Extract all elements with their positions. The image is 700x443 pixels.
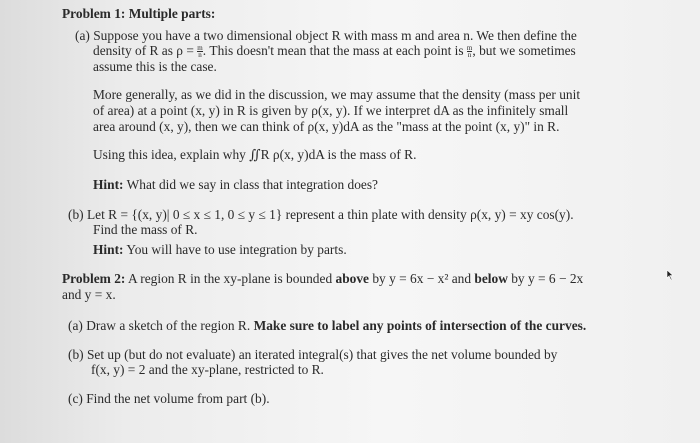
p2a-line	[68, 318, 586, 334]
p2b-line-2: f(x, y) = 2 and the xy-plane, restricted to R.	[91, 362, 324, 377]
p2a-text: Draw a sketch of the region R.	[82, 318, 254, 333]
problem-2-line-2: and y = x.	[62, 287, 116, 302]
p2-below: below	[474, 271, 508, 286]
p1a-label: (a)	[75, 28, 90, 43]
p1a-explain-prompt: Using this idea, explain why ∬R ρ(x, y)dA is the mass of R.	[93, 147, 417, 162]
p2-text-1c: by y = 6 − 2x	[507, 271, 584, 286]
p2-above: above	[335, 271, 369, 286]
p1a-line-3: assume this is the case.	[93, 59, 217, 74]
p2b-text-1: Set up (but do not evaluate) an iterated integral(s) that gives the net volume bounded by	[83, 347, 558, 362]
problem-1-title: Problem 1: Multiple parts:	[62, 6, 216, 21]
p1a-para2-line-1: More generally, as we did in the discussion, we may assume that the density (mass per unit	[93, 87, 581, 102]
hint-label: Hint:	[93, 177, 124, 192]
p1a-hint	[93, 177, 378, 193]
fraction-numerator-2: m	[466, 44, 473, 52]
p1b-line-1	[68, 207, 574, 223]
p1a-para2-line-3: area around (x, y), then we can think of ρ(x, y)dA as the "mass at the point (x, y)" in R.	[93, 119, 560, 134]
p1a-text-2c: , but we sometimes	[472, 43, 576, 58]
problem-2-line-1	[62, 271, 583, 287]
fraction-denominator-2: n	[467, 51, 472, 59]
p1a-text-1: Suppose you have a two dimensional object R with mass m and area n. We then define the	[93, 28, 577, 43]
p2a-label: (a)	[68, 318, 83, 333]
p1b-line-2: Find the mass of R.	[93, 222, 198, 237]
p1a-line-2	[93, 43, 576, 59]
p1a-line-1	[75, 28, 577, 44]
fraction-numerator: m	[197, 44, 203, 52]
p1a-hint-text: What did we say in class that integration does?	[123, 177, 378, 192]
p1a-text-2a: density of R as ρ =	[93, 43, 198, 58]
p1a-text-2b: . This doesn't mean that the mass at each point is	[202, 43, 467, 58]
p2b-line-1	[68, 347, 557, 363]
p2c-text: Find the net volume from part (b).	[82, 391, 270, 406]
p2c-line	[68, 391, 270, 407]
mouse-cursor-icon	[664, 270, 674, 280]
p2a-bold: Make sure to label any points of intersection of the curves.	[253, 318, 587, 333]
p1b-hint-text: You will have to use integration by parts.	[123, 242, 347, 257]
p1b-text-1: Let R = {(x, y)| 0 ≤ x ≤ 1, 0 ≤ y ≤ 1} represent a thin plate with density ρ(x, y) = xy cos(y).	[86, 207, 574, 222]
problem-2-title: Problem 2:	[62, 271, 126, 286]
p2c-label: (c)	[68, 391, 83, 406]
p2-text-1b: by y = 6x − x² and	[368, 271, 475, 286]
p1a-para2-line-2: of area) at a point (x, y) in R is given by ρ(x, y). If we interpret dA as the infinitely small	[93, 103, 569, 118]
fraction-denominator: n	[198, 51, 202, 59]
hint-label-2: Hint:	[93, 242, 124, 257]
p1b-hint	[93, 242, 347, 258]
p1b-label: (b)	[68, 207, 84, 222]
p2b-label: (b)	[68, 347, 84, 362]
p2-text-1a: A region R in the xy-plane is bounded	[125, 271, 336, 286]
